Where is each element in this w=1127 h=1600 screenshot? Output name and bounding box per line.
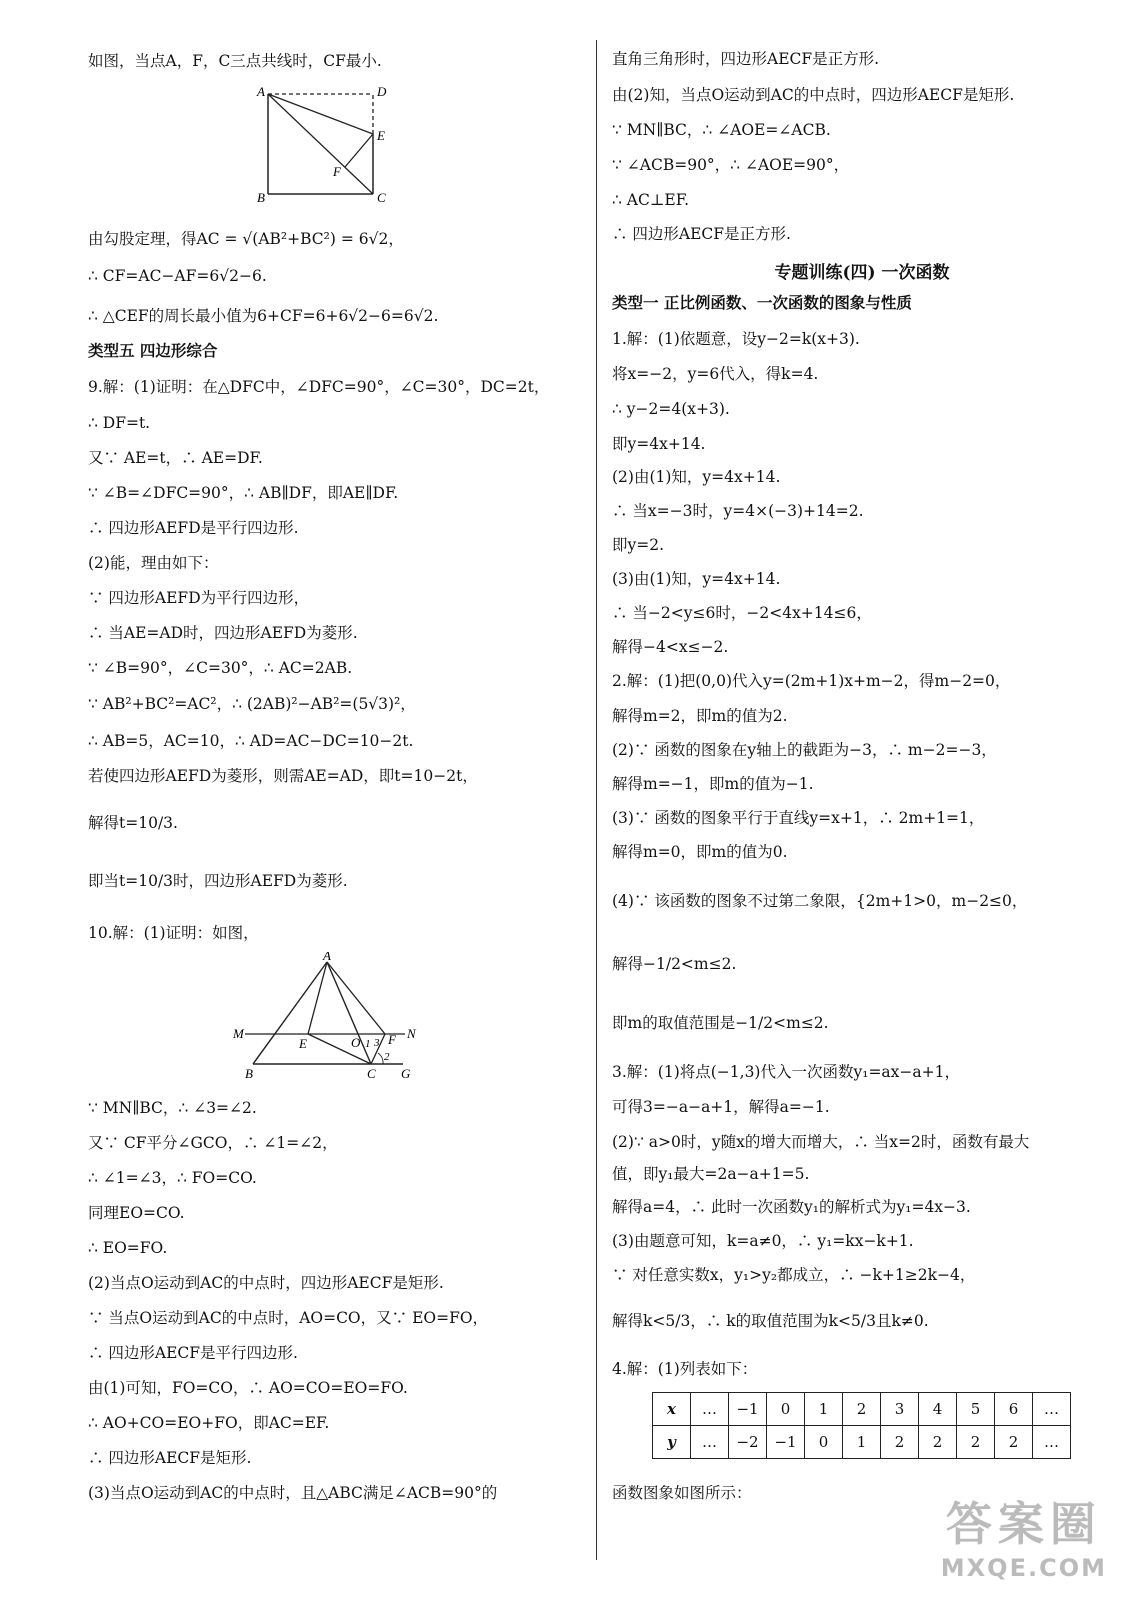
text-line: ∴ 四边形AEFD是平行四边形. — [88, 519, 299, 537]
table-cell: 1 — [843, 1426, 881, 1459]
text-line: ∴ ∠1=∠3，∴ FO=CO. — [88, 1169, 257, 1187]
text-line: (2)由(1)知，y=4x+14. — [612, 468, 781, 486]
table-cell: 2 — [881, 1426, 919, 1459]
fig2-label: B — [245, 1066, 253, 1081]
text-line: 函数图象如图所示： — [612, 1484, 752, 1502]
text-line: ∴ 四边形AECF是平行四边形. — [88, 1344, 298, 1362]
text-line: (3)当点O运动到AC的中点时，且△ABC满足∠ACB=90°的 — [88, 1484, 498, 1502]
text-line: 3.解：(1)将点(−1,3)代入一次函数y₁=ax−a+1， — [612, 1063, 960, 1081]
table-cell: 1 — [805, 1393, 843, 1426]
text-line: (3)由题意可知，k=a≠0，∴ y₁=kx−k+1. — [612, 1232, 914, 1250]
table-cell: 0 — [767, 1393, 805, 1426]
table-cell: … — [691, 1426, 729, 1459]
text-line: ∵ ∠ACB=90°，∴ ∠AOE=90°， — [612, 156, 850, 174]
table-cell: −1 — [729, 1393, 767, 1426]
table-cell: −2 — [729, 1426, 767, 1459]
text-line: 9.解：(1)证明：在△DFC中，∠DFC=90°，∠C=30°，DC=2t， — [88, 378, 550, 396]
text-line: 解得k<5/3，∴ k的取值范围为k<5/3且k≠0. — [612, 1312, 929, 1330]
text-line: 即当t=10/3时，四边形AEFD为菱形. — [88, 872, 348, 890]
watermark-url: MXQE.COM — [940, 1554, 1107, 1582]
column-divider — [596, 40, 597, 1560]
table-cell: 5 — [957, 1393, 995, 1426]
fig2-label: E — [299, 1036, 307, 1051]
table-cell: −1 — [767, 1426, 805, 1459]
text-line: 10.解：(1)证明：如图， — [88, 924, 259, 942]
table-cell: 3 — [881, 1393, 919, 1426]
watermark-logo: 答案圈 — [945, 1497, 1102, 1551]
fig2-label: G — [401, 1066, 411, 1081]
fig2-label: O — [351, 1035, 361, 1050]
text-line: (2)当点O运动到AC的中点时，四边形AECF是矩形. — [88, 1274, 444, 1292]
fig1-label: F — [333, 164, 341, 179]
text-line: 解得a=4，∴ 此时一次函数y₁的解析式为y₁=4x−3. — [612, 1198, 971, 1216]
fig1-label: A — [257, 84, 265, 99]
text-line: 解得m=2，即m的值为2. — [612, 707, 788, 725]
table-cell: 0 — [805, 1426, 843, 1459]
fig2-label: 2 — [384, 1051, 390, 1063]
text-line: 如图，当点A，F，C三点共线时，CF最小. — [88, 52, 382, 70]
table-row-y — [653, 1426, 1071, 1459]
table-cell: 2 — [995, 1426, 1033, 1459]
text-line: 解得m=0，即m的值为0. — [612, 843, 788, 861]
fig2-label: F — [388, 1032, 396, 1047]
text-line: 解得m=−1，即m的值为−1. — [612, 775, 814, 793]
fig2-label: N — [407, 1026, 416, 1041]
text-line: ∴ 当AE=AD时，四边形AEFD为菱形. — [88, 624, 358, 642]
text-line: ∴ 当x=−3时，y=4×(−3)+14=2. — [612, 502, 864, 520]
table-cell: … — [691, 1393, 729, 1426]
text-line: 直角三角形时，四边形AECF是正方形. — [612, 50, 880, 68]
text-line: 值，即y₁最大=2a−a+1=5. — [612, 1165, 810, 1183]
table-cell: 2 — [919, 1426, 957, 1459]
section-title: 专题训练(四) 一次函数 — [774, 263, 950, 283]
table-cell: y — [653, 1426, 691, 1459]
table-cell: x — [653, 1393, 691, 1426]
text-line: 又∵ AE=t，∴ AE=DF. — [88, 449, 263, 467]
fig2-label: M — [233, 1026, 244, 1041]
text-line: ∵ MN∥BC，∴ ∠AOE=∠ACB. — [612, 121, 831, 139]
text-line: 由勾股定理，得AC = √(AB²+BC²) = 6√2， — [88, 230, 404, 248]
text-line: 又∵ CF平分∠GCO，∴ ∠1=∠2， — [88, 1134, 338, 1152]
site-watermark — [941, 1488, 1107, 1582]
table-cell: 2 — [843, 1393, 881, 1426]
text-line: (3)∵ 函数的图象平行于直线y=x+1，∴ 2m+1=1， — [612, 809, 985, 827]
text-line: 解得−4<x≤−2. — [612, 638, 729, 656]
value-table — [652, 1392, 1071, 1459]
fig2-label: 1 — [365, 1038, 371, 1050]
text-line: 可得3=−a−a+1，解得a=−1. — [612, 1098, 830, 1116]
text-line: 4.解：(1)列表如下： — [612, 1360, 758, 1378]
text-line: (2)∵ a>0时，y随x的增大而增大，∴ 当x=2时，函数有最大 — [612, 1133, 1030, 1151]
fig1-label: B — [257, 190, 265, 205]
text-line: ∵ ∠B=90°，∠C=30°，∴ AC=2AB. — [88, 659, 353, 677]
text-line: 解得−1/2<m≤2. — [612, 955, 737, 973]
text-line: ∴ AB=5，AC=10，∴ AD=AC−DC=10−2t. — [88, 732, 414, 750]
text-line: 若使四边形AEFD为菱形，则需AE=AD，即t=10−2t， — [88, 767, 478, 785]
text-line: 同理EO=CO. — [88, 1204, 185, 1222]
text-line: (2)能，理由如下： — [88, 554, 219, 572]
text-line: 1.解：(1)依题意，设y−2=k(x+3). — [612, 330, 860, 348]
text-line: 由(1)可知，FO=CO，∴ AO=CO=EO=FO. — [88, 1379, 408, 1397]
text-line: (4)∵ 该函数的图象不过第二象限，{2m+1>0，m−2≤0， — [612, 892, 1028, 910]
table-cell: 2 — [957, 1426, 995, 1459]
fig1-label: E — [377, 128, 385, 143]
text-line: (3)由(1)知，y=4x+14. — [612, 570, 781, 588]
text-line: 由(2)知，当点O运动到AC的中点时，四边形AECF是矩形. — [612, 86, 1015, 104]
triangle-diagram — [233, 952, 423, 1082]
table-cell: 4 — [919, 1393, 957, 1426]
fig1-label: D — [377, 84, 387, 99]
text-line: ∵ ∠B=∠DFC=90°，∴ AB∥DF，即AE∥DF. — [88, 484, 399, 502]
text-line: 即y=2. — [612, 536, 665, 554]
text-line: ∴ 四边形AECF是正方形. — [612, 225, 791, 243]
text-line: ∴ 当−2<y≤6时，−2<4x+14≤6， — [612, 604, 872, 622]
fig2-label: A — [323, 952, 331, 963]
text-line: 2.解：(1)把(0,0)代入y=(2m+1)x+m−2，得m−2=0， — [612, 672, 1011, 690]
text-line: 将x=−2，y=6代入，得k=4. — [612, 365, 819, 383]
text-line: ∵ 四边形AEFD为平行四边形， — [88, 589, 310, 607]
section-heading: 类型五 四边形综合 — [88, 341, 218, 360]
text-line: ∵ 对任意实数x，y₁>y₂都成立，∴ −k+1≥2k−4， — [612, 1266, 976, 1284]
text-line: (2)∵ 函数的图象在y轴上的截距为−3，∴ m−2=−3， — [612, 741, 997, 759]
text-line: ∴ △CEF的周长最小值为6+CF=6+6√2−6=6√2. — [88, 307, 439, 325]
square-diagram — [253, 82, 388, 207]
section-heading: 类型一 正比例函数、一次函数的图象与性质 — [612, 293, 912, 312]
table-cell: … — [1033, 1426, 1071, 1459]
table-row-x — [653, 1393, 1071, 1426]
text-line: ∴ CF=AC−AF=6√2−6. — [88, 267, 267, 285]
fig1-label: C — [377, 190, 386, 205]
text-line: ∵ 当点O运动到AC的中点时，AO=CO，又∵ EO=FO， — [88, 1309, 489, 1327]
fig2-label: 3 — [374, 1037, 380, 1049]
text-line: ∴ AO+CO=EO+FO，即AC=EF. — [88, 1414, 330, 1432]
text-line: 即y=4x+14. — [612, 435, 706, 453]
table-cell: … — [1033, 1393, 1071, 1426]
text-line: ∴ 四边形AECF是矩形. — [88, 1449, 252, 1467]
text-line: ∵ AB²+BC²=AC²，∴ (2AB)²−AB²=(5√3)²， — [88, 695, 416, 713]
text-line: ∴ DF=t. — [88, 414, 151, 432]
text-line: ∴ y−2=4(x+3). — [612, 400, 730, 418]
text-line: ∴ EO=FO. — [88, 1239, 168, 1257]
text-line: ∵ MN∥BC，∴ ∠3=∠2. — [88, 1099, 257, 1117]
text-line: ∴ AC⊥EF. — [612, 191, 690, 209]
table-cell: 6 — [995, 1393, 1033, 1426]
text-line: 即m的取值范围是−1/2<m≤2. — [612, 1014, 829, 1032]
fig2-label: C — [367, 1066, 376, 1081]
text-line: 解得t=10/3. — [88, 814, 178, 832]
